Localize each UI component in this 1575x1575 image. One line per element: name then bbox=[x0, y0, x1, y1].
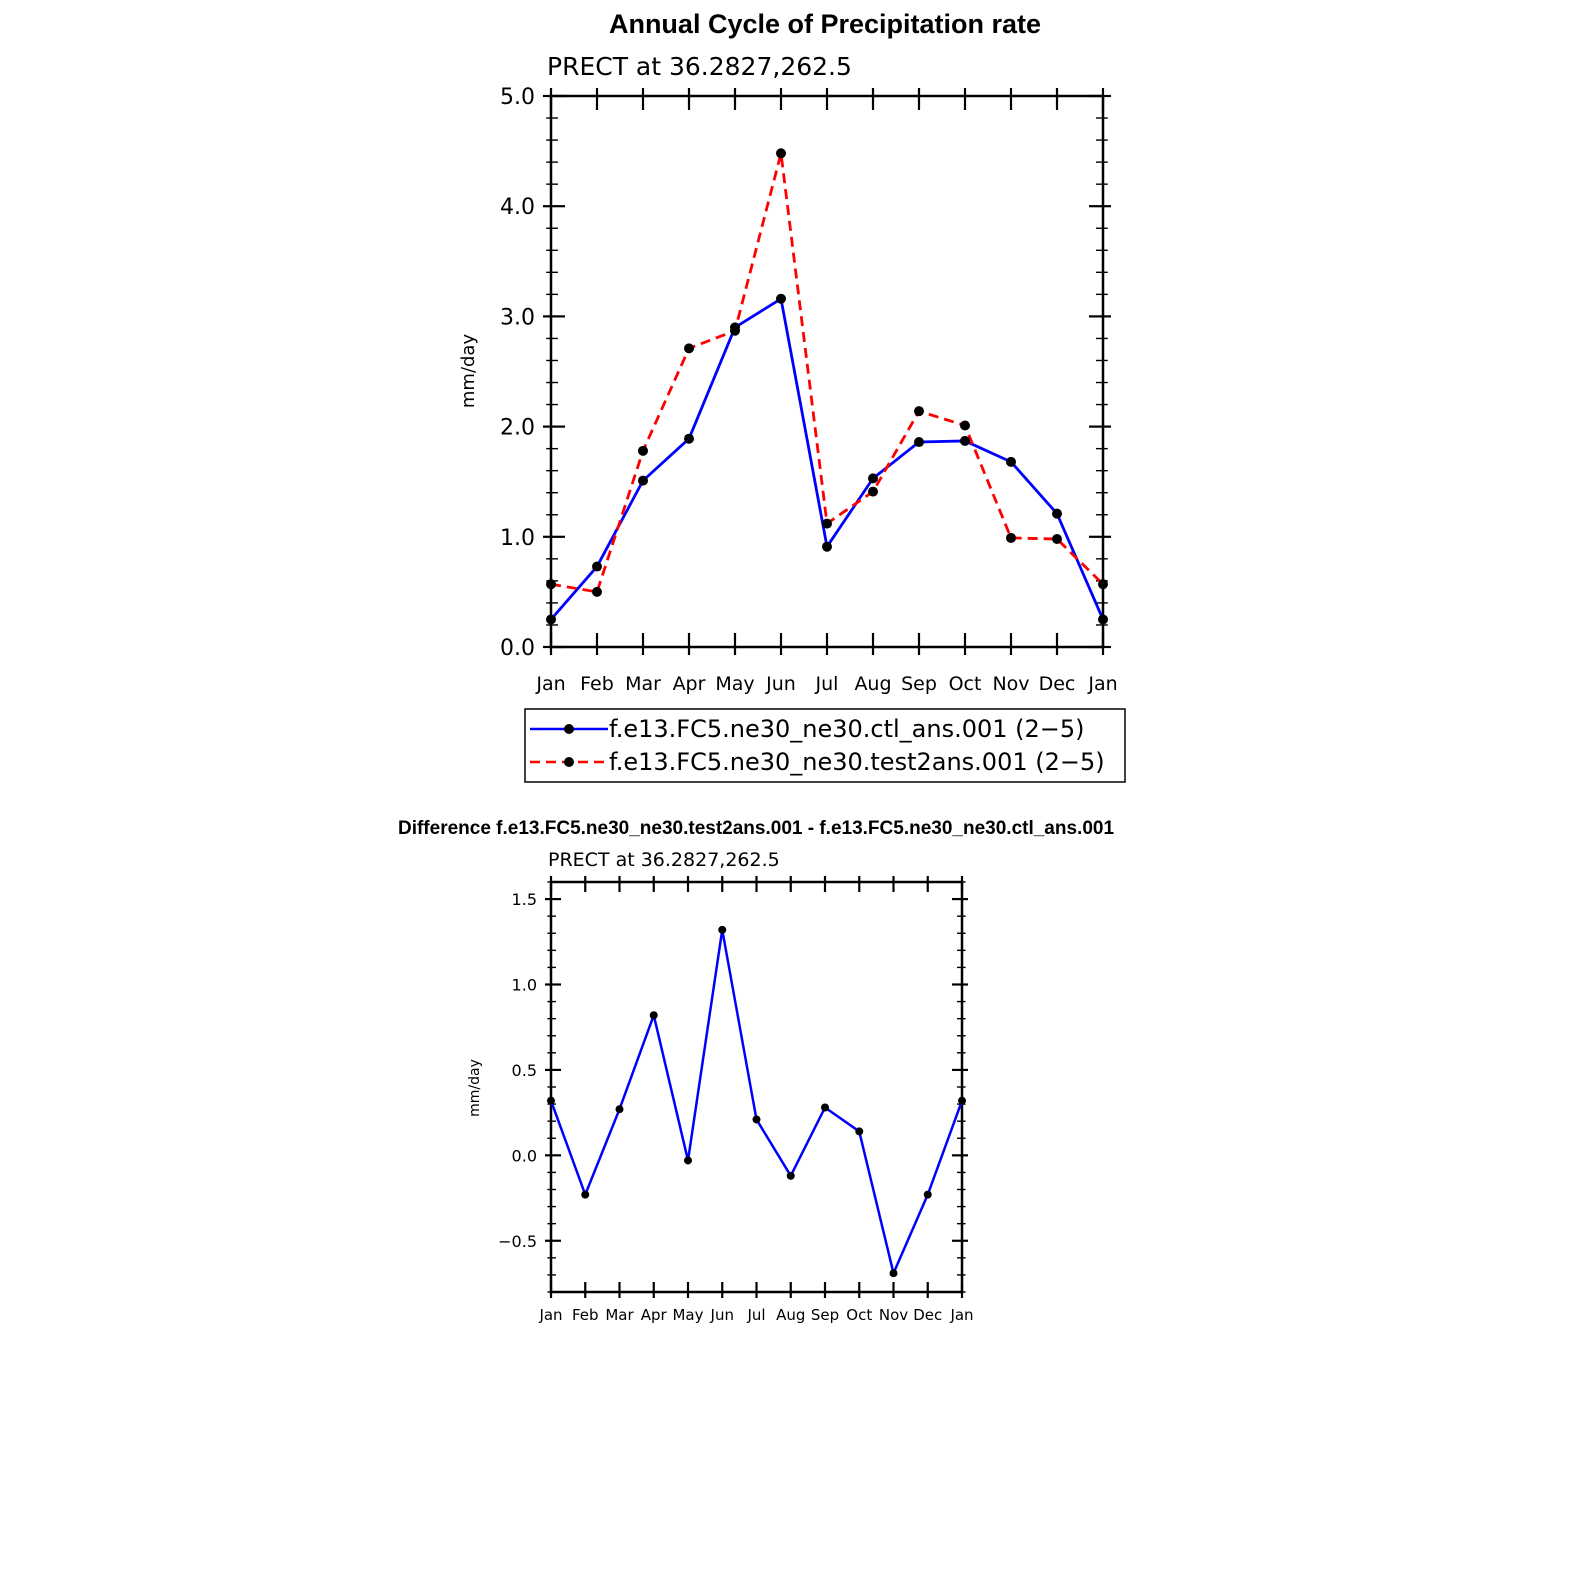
y-tick-label: 0.5 bbox=[511, 1060, 537, 1080]
x-tick-label: Feb bbox=[571, 1306, 599, 1324]
x-tick-label: Nov bbox=[992, 673, 1030, 695]
data-point-0 bbox=[684, 1156, 692, 1164]
data-point-0 bbox=[960, 436, 970, 446]
x-tick-label: Jul bbox=[815, 673, 839, 695]
legend-marker-ctl bbox=[564, 724, 574, 734]
y-tick-label: 3.0 bbox=[500, 305, 535, 331]
x-tick-label: Aug bbox=[776, 1306, 806, 1324]
main-chart-title: Annual Cycle of Precipitation rate bbox=[608, 9, 1042, 39]
main-chart-plot bbox=[500, 85, 1118, 695]
x-tick-label: Jan bbox=[536, 673, 566, 695]
data-point-0 bbox=[787, 1172, 795, 1180]
diff-chart-ylabel: mm/day bbox=[467, 1059, 483, 1117]
x-tick-label: Dec bbox=[1038, 673, 1076, 695]
data-point-0 bbox=[650, 1011, 658, 1019]
data-point-0 bbox=[684, 434, 694, 444]
x-tick-label: May bbox=[715, 673, 755, 695]
data-point-1 bbox=[914, 406, 924, 416]
diff-chart-plot bbox=[498, 876, 973, 1324]
data-point-0 bbox=[1006, 457, 1016, 467]
main-chart-legend bbox=[525, 709, 1125, 782]
data-point-0 bbox=[868, 473, 878, 483]
x-tick-label: Feb bbox=[580, 673, 614, 695]
y-tick-label: 1.0 bbox=[511, 975, 537, 995]
data-point-0 bbox=[914, 437, 924, 447]
x-tick-label: Apr bbox=[672, 673, 706, 695]
x-tick-label: Sep bbox=[810, 1306, 840, 1324]
data-point-0 bbox=[821, 1104, 829, 1112]
x-tick-label: Jun bbox=[766, 673, 796, 695]
y-tick-label: −0.5 bbox=[498, 1231, 537, 1251]
x-tick-label: Mar bbox=[625, 673, 661, 695]
y-tick-label: 0.0 bbox=[511, 1146, 537, 1166]
data-point-0 bbox=[592, 562, 602, 572]
data-point-0 bbox=[924, 1191, 932, 1199]
data-point-1 bbox=[822, 519, 832, 529]
data-point-0 bbox=[718, 926, 726, 934]
x-tick-label: Jan bbox=[950, 1306, 974, 1324]
data-point-0 bbox=[547, 1097, 555, 1105]
data-point-1 bbox=[1006, 533, 1016, 543]
x-tick-label: Jun bbox=[710, 1306, 734, 1324]
x-tick-label: Aug bbox=[854, 673, 892, 695]
data-point-0 bbox=[958, 1097, 966, 1105]
x-tick-label: Jan bbox=[1088, 673, 1118, 695]
y-tick-label: 1.0 bbox=[500, 525, 535, 551]
data-point-0 bbox=[753, 1115, 761, 1123]
data-point-1 bbox=[730, 326, 740, 336]
y-tick-label: 5.0 bbox=[500, 85, 535, 110]
series-line-0 bbox=[551, 930, 962, 1273]
y-tick-label: 0.0 bbox=[500, 636, 535, 661]
data-point-0 bbox=[855, 1127, 863, 1135]
x-tick-label: Jul bbox=[747, 1306, 766, 1324]
data-point-1 bbox=[868, 487, 878, 497]
data-point-1 bbox=[960, 420, 970, 430]
legend-label-ctl: f.e13.FC5.ne30_ne30.ctl_ans.001 (2−5) bbox=[609, 715, 1085, 743]
plot-frame bbox=[551, 96, 1103, 647]
legend-label-test: f.e13.FC5.ne30_ne30.test2ans.001 (2−5) bbox=[609, 748, 1105, 776]
data-point-0 bbox=[638, 476, 648, 486]
diff-chart-title: Difference f.e13.FC5.ne30_ne30.test2ans.001 - f.e13.FC5.ne30_ne30.ctl_ans.001 bbox=[397, 818, 1115, 839]
data-point-0 bbox=[581, 1191, 589, 1199]
main-chart-ylabel: mm/day bbox=[458, 333, 479, 409]
y-tick-label: 4.0 bbox=[500, 195, 535, 221]
data-point-0 bbox=[822, 542, 832, 552]
data-point-1 bbox=[1052, 534, 1062, 544]
y-tick-label: 1.5 bbox=[511, 890, 537, 910]
x-tick-label: Sep bbox=[901, 673, 937, 695]
x-tick-label: Dec bbox=[913, 1306, 943, 1324]
data-point-1 bbox=[1098, 579, 1108, 589]
y-tick-label: 2.0 bbox=[500, 415, 535, 441]
x-tick-label: Nov bbox=[878, 1306, 909, 1324]
data-point-0 bbox=[616, 1105, 624, 1113]
data-point-0 bbox=[1098, 614, 1108, 624]
x-tick-label: Mar bbox=[605, 1306, 634, 1324]
plot-frame bbox=[551, 882, 962, 1292]
data-point-0 bbox=[776, 294, 786, 304]
data-point-0 bbox=[890, 1269, 898, 1277]
data-point-1 bbox=[546, 579, 556, 589]
data-point-1 bbox=[592, 587, 602, 597]
data-point-0 bbox=[546, 614, 556, 624]
x-tick-label: Oct bbox=[948, 673, 982, 695]
data-point-1 bbox=[684, 343, 694, 353]
x-tick-label: Jan bbox=[539, 1306, 563, 1324]
main-chart-subtitle: PRECT at 36.2827,262.5 bbox=[547, 52, 852, 81]
legend-marker-test bbox=[564, 757, 574, 767]
x-tick-label: Apr bbox=[640, 1306, 667, 1324]
data-point-1 bbox=[638, 446, 648, 456]
data-point-1 bbox=[776, 148, 786, 158]
x-tick-label: May bbox=[672, 1306, 704, 1324]
x-tick-label: Oct bbox=[846, 1306, 873, 1324]
series-line-0 bbox=[551, 299, 1103, 620]
diff-chart-subtitle: PRECT at 36.2827,262.5 bbox=[548, 849, 780, 871]
data-point-0 bbox=[1052, 509, 1062, 519]
